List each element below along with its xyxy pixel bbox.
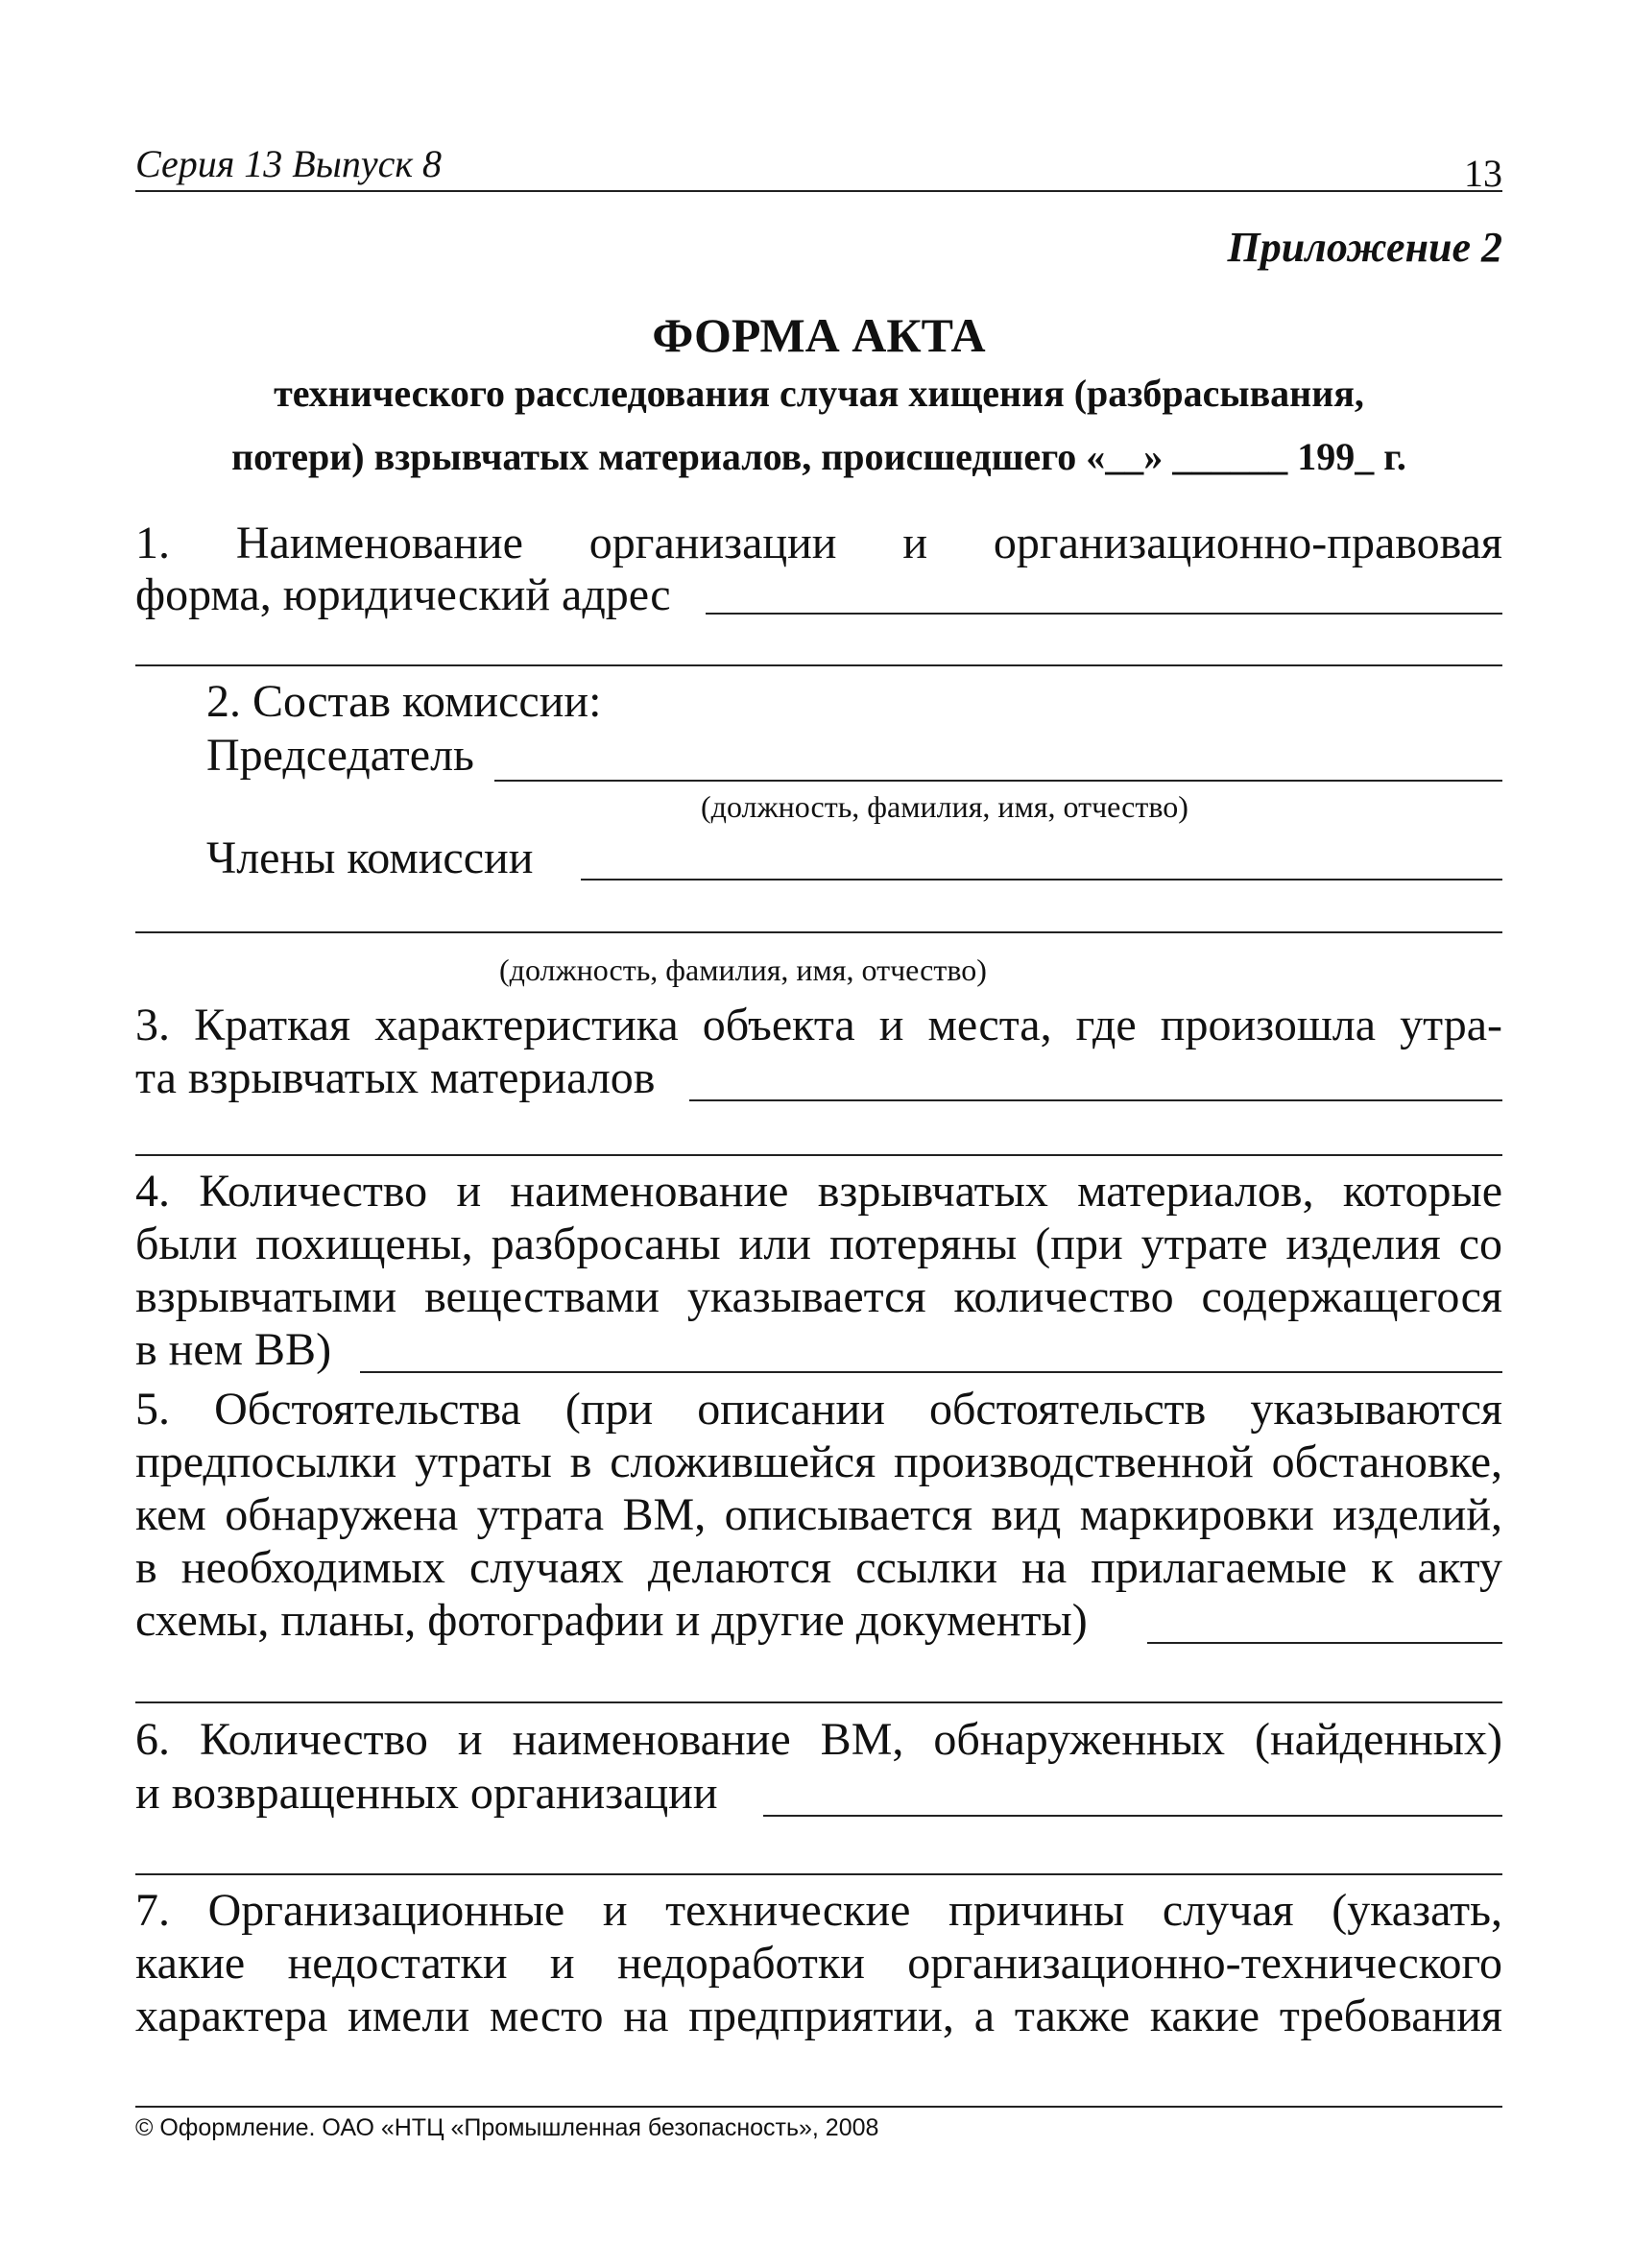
item-4-line-1: 4. Количество и наименование взрывчатых материалов, которые [135, 1166, 1502, 1217]
item-3-fill-line-2 [135, 1154, 1502, 1156]
item-4-line-4: в нем ВВ) [135, 1324, 332, 1375]
item-5-line-1: 5. Обстоятельства (при описании обстоятельств указываются [135, 1384, 1502, 1435]
item-6-fill-line-2 [135, 1873, 1502, 1875]
members-label: Члены комиссии [206, 832, 534, 883]
item-5-fill-line-2 [135, 1701, 1502, 1703]
chairman-fill-line [494, 780, 1502, 782]
running-header [135, 136, 1502, 195]
chairman-label: Председатель [206, 730, 474, 781]
series-label: Серия 13 Выпуск 8 [135, 142, 443, 185]
copyright-footer: © Оформление. ОАО «НТЦ «Промышленная безопасность», 2008 [135, 2114, 879, 2141]
item-5-line-5: схемы, планы, фотографии и другие документы) [135, 1595, 1088, 1646]
members-caption: (должность, фамилия, имя, отчество) [499, 953, 987, 987]
item-7-line-2: какие недостатки и недоработки организационно-технического [135, 1938, 1502, 1989]
item-5-line-3: кем обнаружена утрата ВМ, описывается вид маркировки изделий, [135, 1489, 1502, 1540]
form-title: ФОРМА АКТА [652, 308, 986, 362]
item-3-fill-line [689, 1099, 1502, 1101]
chairman-caption: (должность, фамилия, имя, отчество) [701, 789, 1188, 824]
item-4-line-3: взрывчатыми веществами указывается количество содержащегося [135, 1271, 1502, 1322]
members-fill-line-2 [135, 931, 1502, 933]
item-1-line-1: 1. Наименование организации и организационно-правовая [135, 518, 1502, 568]
item-3-line-2: та взрывчатых материалов [135, 1052, 656, 1103]
appendix-label: Приложение 2 [1227, 224, 1502, 271]
item-1-fill-line [706, 613, 1502, 615]
footer-divider [135, 2106, 1502, 2108]
item-3-line-1: 3. Краткая характеристика объекта и места, где произошла утра- [135, 1000, 1502, 1050]
item-7-line-3: характера имели место на предприятии, а также какие требования [135, 1991, 1502, 2041]
page-number: 13 [1464, 152, 1502, 195]
item-2-heading: 2. Состав комиссии: [206, 676, 602, 727]
form-subtitle-line-2: потери) взрывчатых материалов, происшедшего «__» ______ 199_ г. [231, 435, 1406, 478]
item-7-line-1: 7. Организационные и технические причины случая (указать, [135, 1885, 1502, 1936]
item-4-fill-line [360, 1371, 1502, 1373]
item-5-line-4: в необходимых случаях делаются ссылки на прилагаемые к акту [135, 1542, 1502, 1593]
item-6-line-1: 6. Количество и наименование ВМ, обнаруженных (найденных) [135, 1714, 1502, 1765]
form-subtitle-line-1: технического расследования случая хищения (разбрасывания, [274, 372, 1364, 415]
item-5-fill-line [1147, 1642, 1502, 1644]
item-6-line-2: и возвращенных организации [135, 1768, 718, 1819]
members-fill-line [581, 879, 1502, 881]
item-4-line-2: были похищены, разбросаны или потеряны (при утрате изделия со [135, 1218, 1502, 1269]
item-1-line-2: форма, юридический адрес [135, 569, 671, 620]
item-6-fill-line [763, 1815, 1502, 1817]
item-5-line-2: предпосылки утраты в сложившейся производственной обстановке, [135, 1436, 1502, 1487]
item-1-fill-line-2 [135, 664, 1502, 666]
